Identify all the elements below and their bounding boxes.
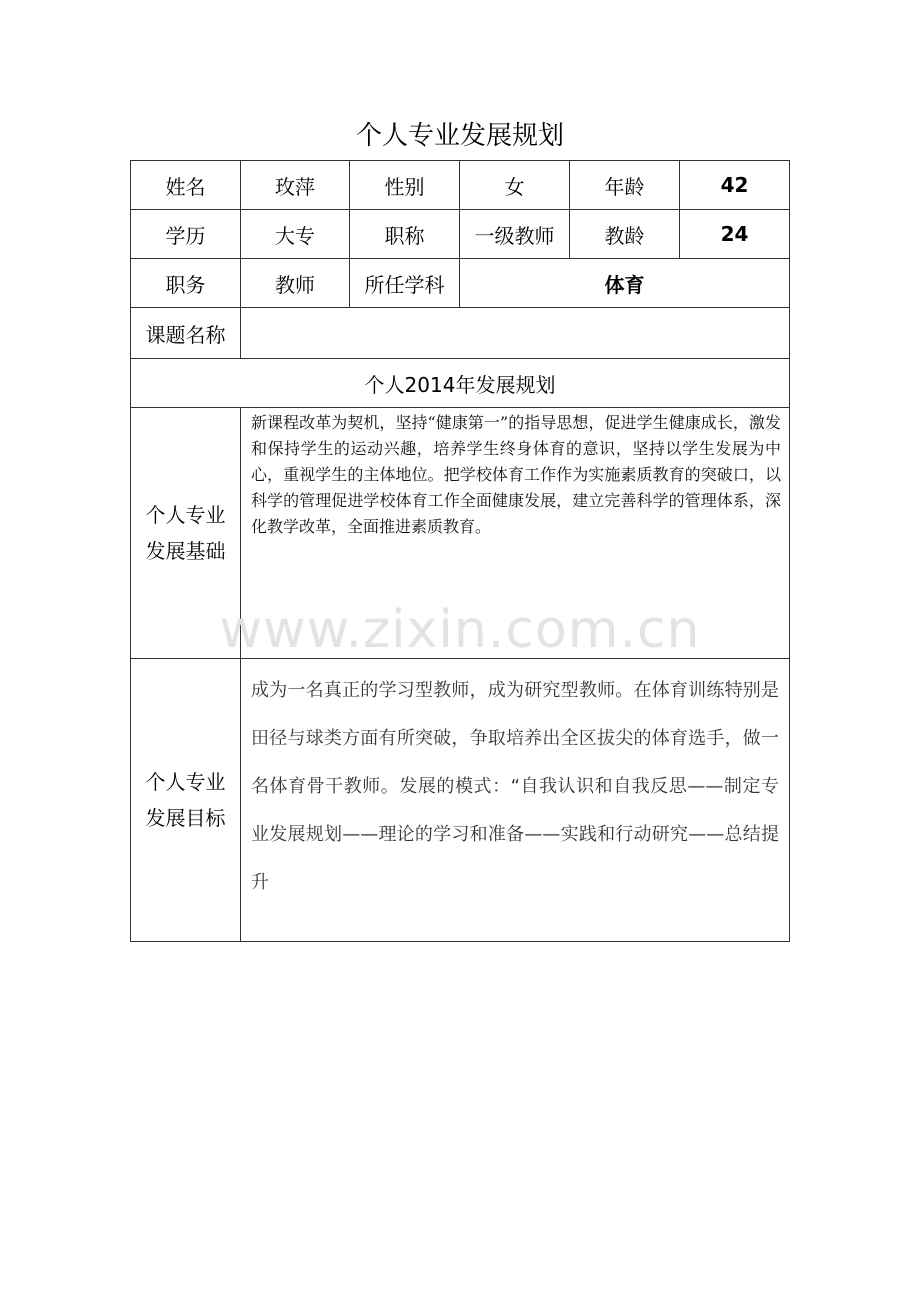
table-row-name	[131, 161, 790, 210]
table-row-education	[131, 210, 790, 259]
goal-cell	[241, 659, 790, 942]
position-label: 职务	[131, 259, 241, 308]
goal-text: 成为一名真正的学习型教师，成为研究型教师。在体育训练特别是田径与球类方面有所突破，争取培养出全区拔尖的体育选手，做一名体育骨干教师。发展的模式：“自我认识和自我反思——制定专业发展规划——理论的学习和准备——实践和行动研究——总结提升	[251, 680, 779, 893]
position-value: 教师	[241, 259, 350, 308]
teaching-years-label: 教龄	[570, 210, 680, 259]
subject-value: 体育	[460, 259, 790, 308]
project-label: 课题名称	[131, 308, 241, 359]
age-value: 42	[680, 161, 790, 210]
table-row-basis	[131, 408, 790, 659]
section-heading: 个人2014年发展规划	[131, 359, 790, 408]
name-value: 玫萍	[241, 161, 350, 210]
gender-label: 性别	[350, 161, 460, 210]
basis-label	[131, 408, 241, 659]
goal-label-line1: 个人专业	[145, 770, 226, 794]
teaching-years-value: 24	[680, 210, 790, 259]
plan-table	[130, 160, 790, 942]
gender-value: 女	[460, 161, 570, 210]
goal-label	[131, 659, 241, 942]
name-label: 姓名	[131, 161, 241, 210]
subject-label: 所任学科	[350, 259, 460, 308]
age-label: 年龄	[570, 161, 680, 210]
education-label: 学历	[131, 210, 241, 259]
rank-value: 一级教师	[460, 210, 570, 259]
basis-cell	[241, 408, 790, 659]
basis-text: 新课程改革为契机，坚持“健康第一”的指导思想，促进学生健康成长，激发和保持学生的运动兴趣，培养学生终身体育的意识，坚持以学生发展为中心，重视学生的主体地位。把学校体育工作作为实施素质教育的突破口，以科学的管理促进学校体育工作全面健康发展，建立完善科学的管理体系，深化教学改革，全面推进素质教育。	[251, 413, 781, 536]
table-row-goal	[131, 659, 790, 942]
project-value	[241, 308, 790, 359]
watermark: www.zixin.com.cn	[219, 600, 701, 660]
table-row-project	[131, 308, 790, 359]
basis-label-line1: 个人专业	[145, 503, 226, 527]
document-title: 个人专业发展规划	[355, 121, 564, 151]
basis-label-line2: 发展基础	[145, 539, 226, 563]
education-value: 大专	[241, 210, 350, 259]
rank-label: 职称	[350, 210, 460, 259]
table-row-position	[131, 259, 790, 308]
goal-label-line2: 发展目标	[145, 806, 226, 830]
table-row-section-heading	[131, 359, 790, 408]
